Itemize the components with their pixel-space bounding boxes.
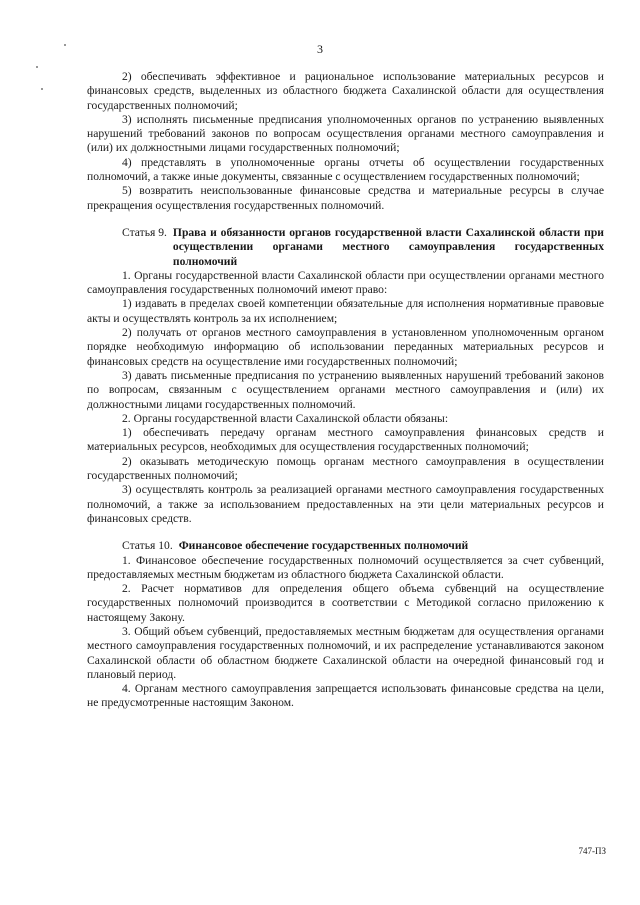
list-item: 4) представлять в уполномоченные органы отчеты об осуществлении государственных полномочий, а также иные документы, связанные с осуществлением государственных полномочий; bbox=[87, 155, 604, 184]
article-9-paragraph: 2) оказывать методическую помощь органам местного самоуправления в осуществлении государственных полномочий; bbox=[87, 454, 604, 483]
document-body bbox=[87, 70, 604, 711]
list-item: 2) обеспечивать эффективное и рациональное использование материальных ресурсов и финансовых средств, выделенных из областного бюджета Сахалинской области для осуществления государственных полномочий; bbox=[87, 70, 604, 112]
article-9-label: Статья 9. bbox=[122, 225, 167, 239]
article-9-paragraph: 1) издавать в пределах своей компетенции обязательные для исполнения нормативные правовые акты и осуществлять контроль за их исполнением; bbox=[87, 297, 604, 325]
article-9-paragraph: 1. Органы государственной власти Сахалинской области при осуществлении органами местного самоуправления государственных полномочий имеют право: bbox=[87, 268, 604, 297]
article-10-paragraph: 4. Органам местного самоуправления запрещается использовать финансовые средства на цели, не предусмотренные настоящим Законом. bbox=[87, 682, 604, 710]
list-item: 3) исполнять письменные предписания уполномоченных органов по устранению выявленных нарушений требований законов по вопросам осуществления органами местного самоуправления и (или) их должностными лицами государственных полномочий; bbox=[87, 112, 604, 155]
article-10-heading bbox=[87, 539, 604, 553]
article-10-paragraph: 2. Расчет нормативов для определения общего объема субвенций на осуществление государственных полномочий производится в соответствии с Методикой согласно приложению к настоящему Закону. bbox=[87, 582, 604, 624]
scan-speck bbox=[41, 88, 43, 90]
article-10-label: Статья 10. bbox=[122, 539, 173, 553]
page-number: 3 bbox=[317, 42, 323, 56]
article-9-paragraph: 3) осуществлять контроль за реализацией органами местного самоуправления государственных полномочий, а также за использованием предоставленных на эти цели материальных ресурсов и финансовых средств. bbox=[87, 483, 604, 525]
article-9-paragraph: 3) давать письменные предписания по устранению выявленных нарушений требований законов по вопросам, связанным с осуществлением органами местного самоуправления и (или) их должностными лицами государственных полномочий. bbox=[87, 368, 604, 411]
article-9-title: Права и обязанности органов государственной власти Сахалинской области при осуществлении органами местного самоуправления государственных полномочий bbox=[172, 225, 604, 268]
article-9-paragraph: 2. Органы государственной власти Сахалинской области обязаны: bbox=[122, 411, 449, 425]
article-10-title: Финансовое обеспечение государственных полномочий bbox=[178, 539, 469, 553]
document-code: 747-ПЗ bbox=[578, 846, 606, 856]
article-10-paragraph: 3. Общий объем субвенций, предоставляемых местным бюджетам для осуществления органами местного самоуправления государственных полномочий, и их распределение устанавливаются законом Сахалинской области об областном бюджете Сахалинской области на очередной финансовый год и плановый период. bbox=[87, 624, 604, 681]
article-9-paragraph: 1) обеспечивать передачу органам местного самоуправления финансовых средств и материальных ресурсов, необходимых для осуществления государственных полномочий; bbox=[87, 426, 604, 454]
article-9-paragraph: 2) получать от органов местного самоуправления в установленном уполномоченным органом порядке необходимую информацию об использовании переданных материальных ресурсов и финансовых средств на осуществление ими государственных полномочий; bbox=[87, 326, 604, 368]
article-9-heading bbox=[87, 226, 604, 269]
list-item: 5) возвратить неиспользованные финансовые средства и материальные ресурсы в случае прекращения осуществления государственных полномочий. bbox=[87, 184, 604, 212]
scan-speck bbox=[36, 66, 38, 68]
article-10-paragraph: 1. Финансовое обеспечение государственных полномочий осуществляется за счет субвенций, предоставляемых местным бюджетам из областного бюджета Сахалинской области. bbox=[87, 553, 604, 581]
